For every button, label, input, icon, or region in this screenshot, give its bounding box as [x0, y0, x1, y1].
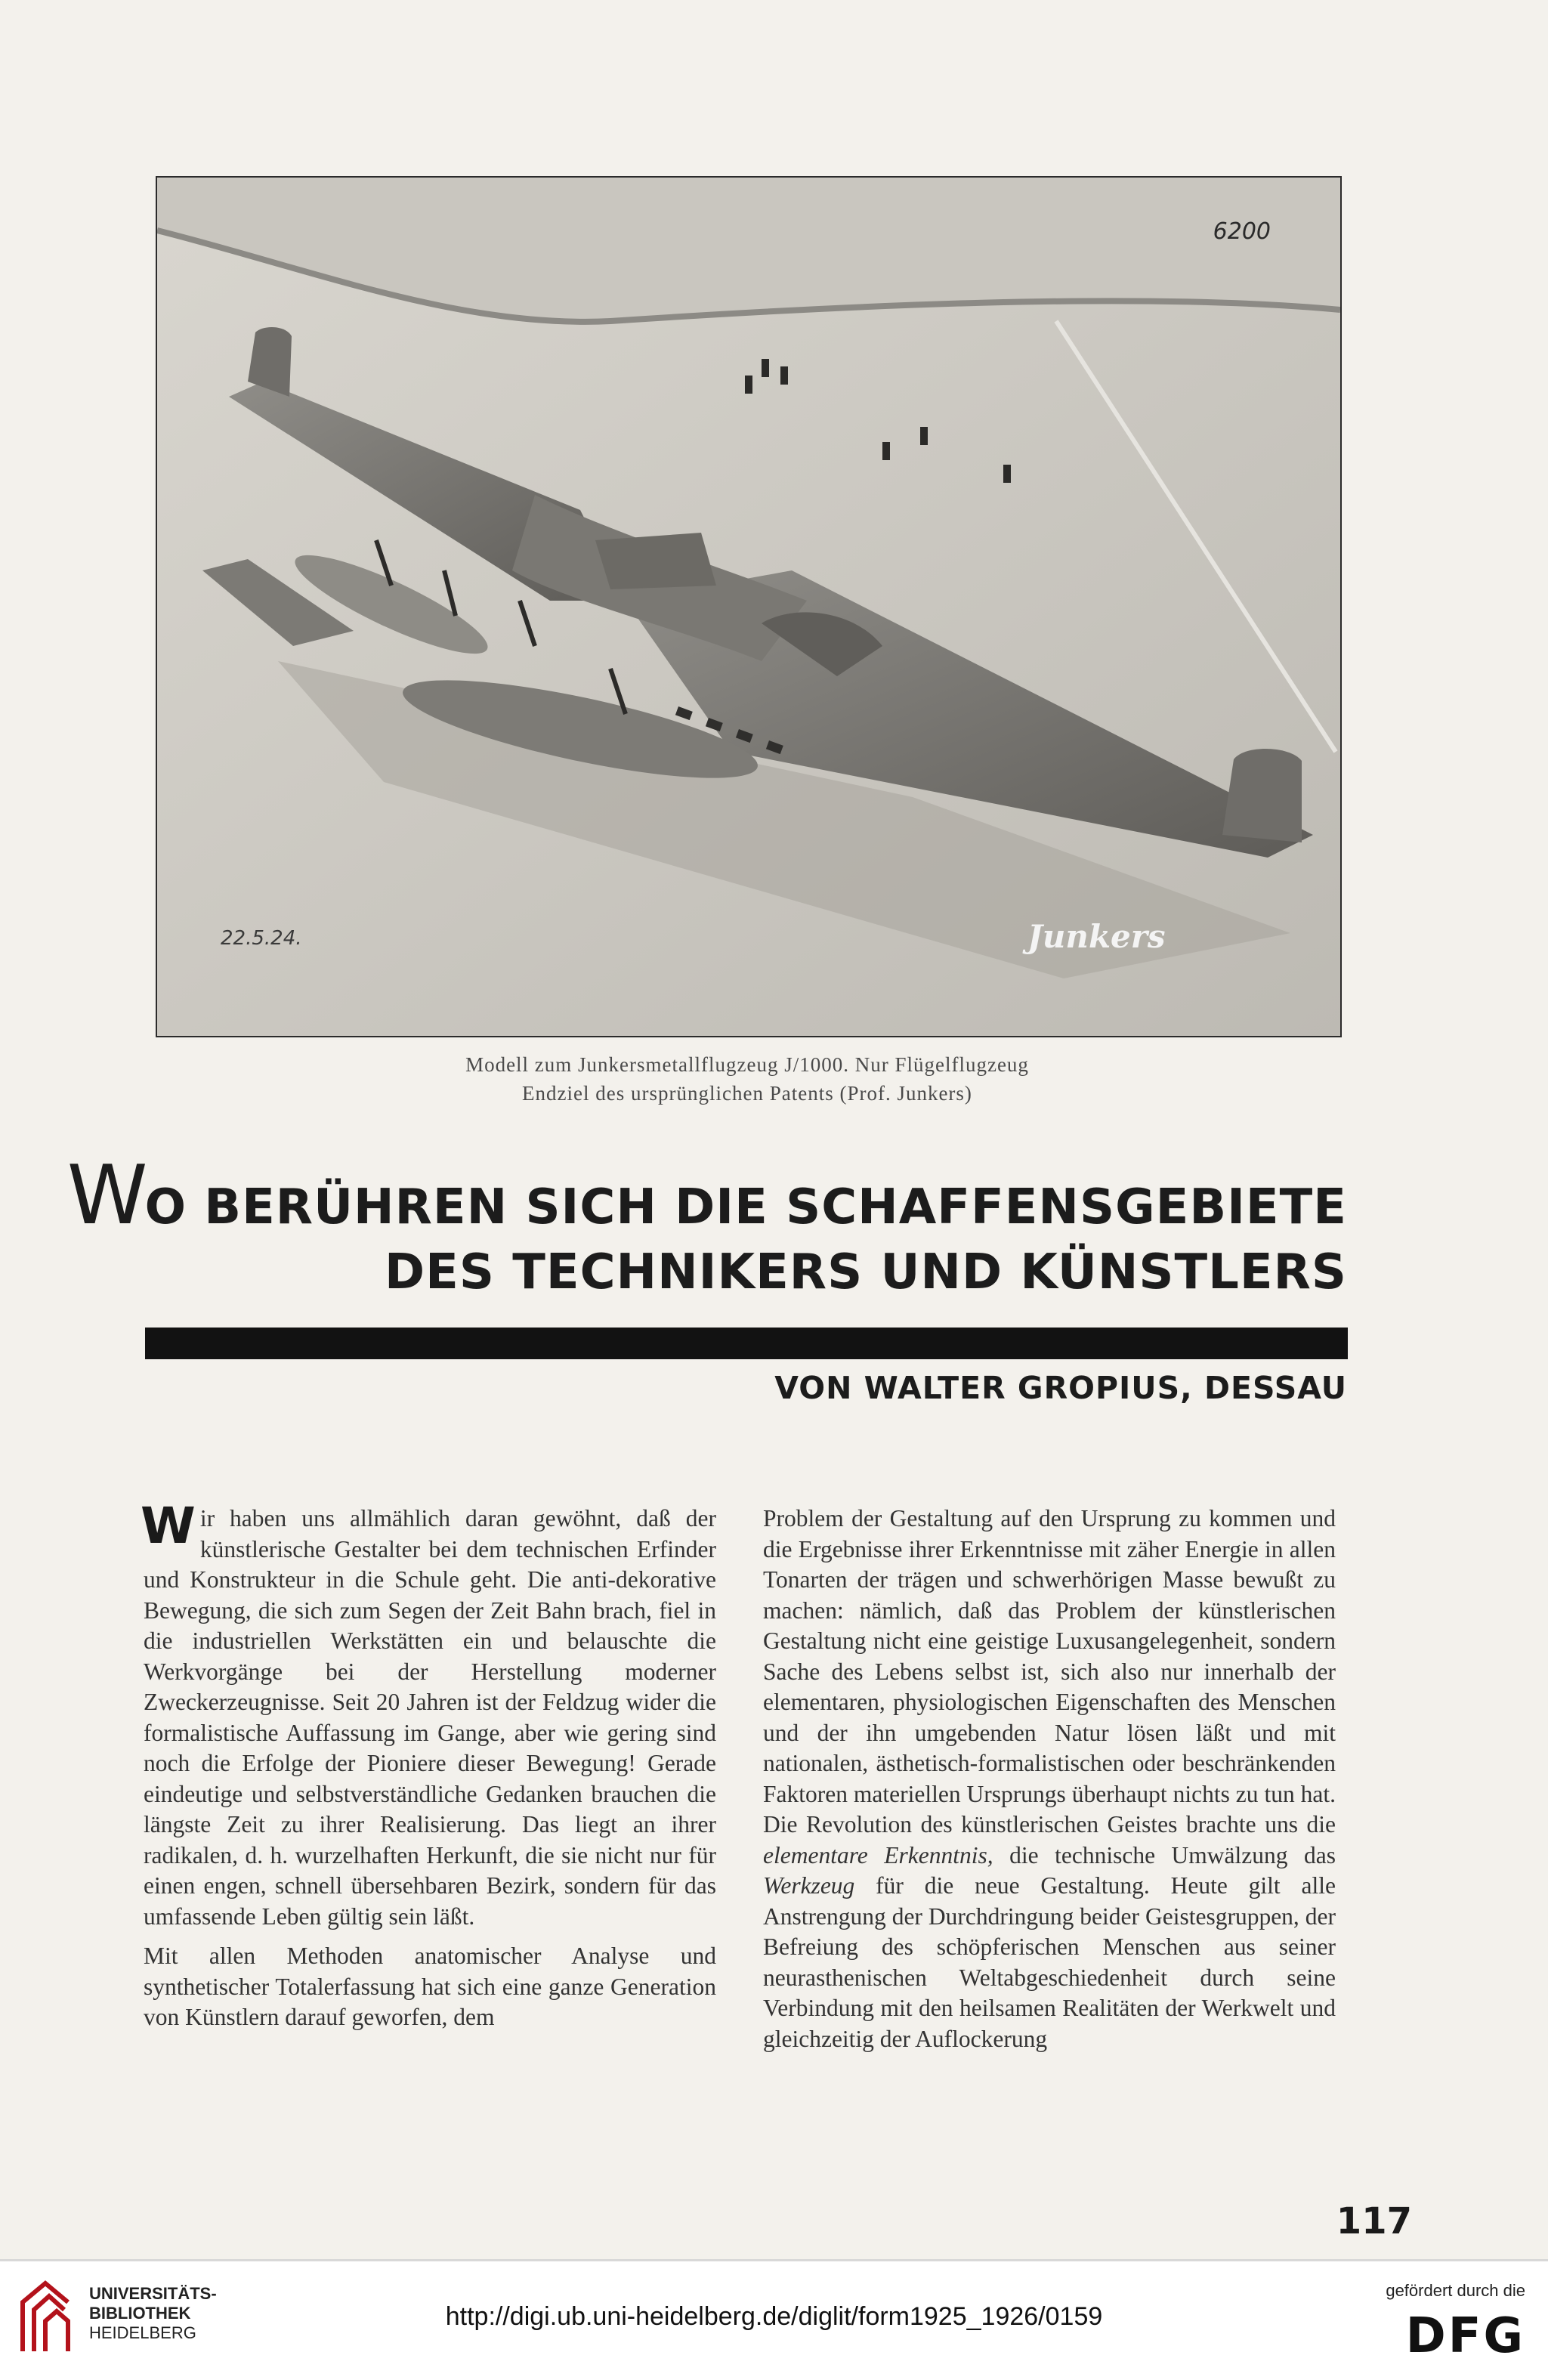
paragraph-text: die technische Umwälzung das: [1009, 1841, 1336, 1868]
emphasis-text: elementare Erkenntnis,: [763, 1841, 993, 1868]
source-url-link[interactable]: http://digi.ub.uni-heidelberg.de/diglit/form1925_1926/0159: [445, 2302, 1103, 2331]
article-byline: VON WALTER GROPIUS, DESSAU: [774, 1370, 1347, 1406]
photo-date-mark: 22.5.24.: [221, 927, 302, 950]
paragraph: Mit allen Methoden anatomischer Analyse und synthetischer Totalerfassung hat sich eine ganze Generation von Künstlern darauf geworfen, dem: [144, 1943, 716, 2030]
text-column-right: [763, 1504, 1336, 2054]
library-name-line: BIBLIOTHEK: [89, 2304, 191, 2323]
dfg-logo: DFG: [1405, 2308, 1525, 2364]
text-column-left: [141, 1497, 716, 2033]
aircraft-illustration: [157, 178, 1340, 1036]
photo-film-number: 6200: [1213, 218, 1271, 245]
title-initial: W: [66, 1148, 142, 1243]
caption-line-1: Modell zum Junkersmetallflugzeug J/1000. Nur Flügelflugzeug: [465, 1053, 1029, 1076]
paragraph-text: für die neue Gestaltung. Heute gilt alle Anstrengung der Durchdringung beider Geistesgruppen, der Befreiung des schöpferischen Menschen aus seiner neurasthenischen Weltabgeschiedenheit durch seine Verbindung mit den heilsamen Realitäten der Werkwelt und gleichzeitig der Auflockerung: [763, 1872, 1336, 2052]
title-line-1-text: O BERÜHREN SICH DIE SCHAFFENSGEBIETE: [144, 1179, 1347, 1235]
photo-brand-mark: Junkers: [1027, 918, 1166, 955]
drop-cap: W: [141, 1497, 196, 1555]
footer-bar: [0, 2259, 1548, 2380]
page-number: 117: [1336, 2200, 1412, 2242]
caption-line-2: Endziel des ursprünglichen Patents (Prof. Junkers): [522, 1082, 972, 1105]
paragraph-text: Problem der Gestaltung auf den Ursprung zu kommen und die Ergebnisse ihrer Erkenntnisse mit zäher Energie in allen Tonarten der trägen und schwerhörigen Masse bewußt zu machen: nämlich, daß das Problem der künstlerischen Gestaltung nicht eine geistige Luxusangelegenheit, sondern Sache des Lebens selbst ist, sich also nur innerhalb der elementaren, physiologischen Eigenschaften des Menschen und der ihn umgebenden Natur lösen läßt und mit nationalen, ästhetisch-formalistischen oder beschränkenden Faktoren materiellen Ursprungs überhaupt nichts zu tun hat. Die Revolution des künstlerischen Geistes brachte uns die: [763, 1505, 1336, 1838]
paragraph-text: ir haben uns allmählich daran gewöhnt, daß der künstlerische Gestalter bei dem technischen Erfinder und Konstrukteur in die Schule geht. Die anti-dekorative Bewegung, die sich zum Segen der Zeit Bahn brach, fiel in die industriellen Werkstätten ein und belauschte die Werkvorgänge bei der Herstellung moderner Zweckerzeugnisse. Seit 20 Jahren ist der Feldzug wider die formalistische Auffassung im Gange, aber wie gering sind noch die Erfolge der Pioniere dieser Bewegung! Gerade eindeutige und selbstverständliche Gedanken brauchen die längste Zeit zu ihrer Realisierung. Das liegt an ihrer radikalen, d. h. wurzelhaften Herkunft, die sie nicht nur für einen engen, schnell übersehbaren Bezirk, sondern für das umfassende Leben gültig sein läßt.: [144, 1505, 716, 1930]
article-title: [66, 1148, 1347, 1305]
paragraph: [141, 1497, 716, 1932]
library-name-line: UNIVERSITÄTS-: [89, 2284, 217, 2303]
library-name-line: HEIDELBERG: [89, 2323, 196, 2342]
title-rule: [145, 1328, 1348, 1359]
title-line-2: DES TECHNIKERS UND KÜNSTLERS: [384, 1244, 1347, 1300]
paragraph: [763, 1504, 1336, 2054]
photo-caption: [156, 1050, 1339, 1108]
aircraft-photo: [156, 176, 1342, 1037]
title-line-1: [66, 1148, 1347, 1243]
emphasis-text: Werkzeug: [763, 1872, 855, 1899]
funded-by-label: gefördert durch die: [1386, 2281, 1525, 2300]
